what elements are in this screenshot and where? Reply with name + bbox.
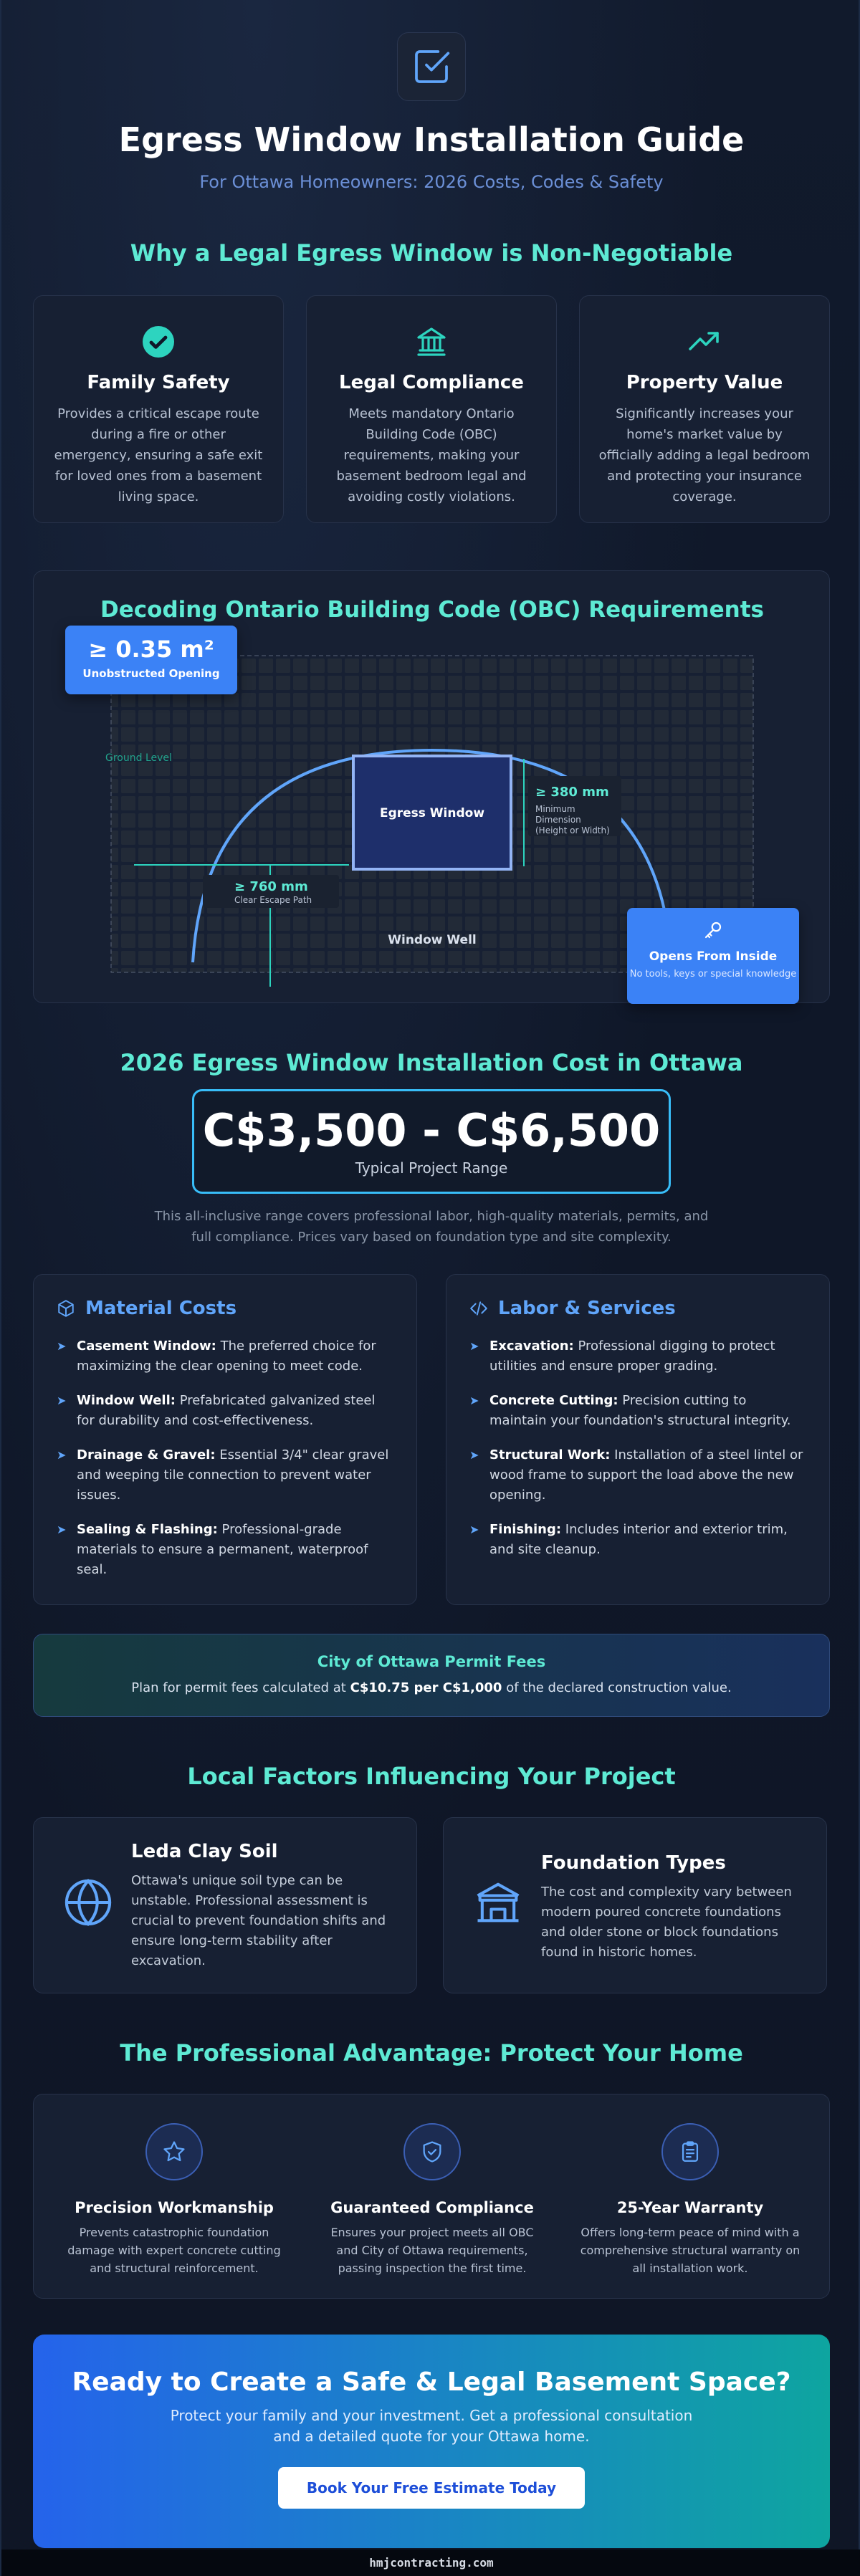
- egress-window-label: Egress Window: [379, 806, 485, 820]
- shield-check-icon: [403, 2123, 461, 2180]
- local-section-title: Local Factors Influencing Your Project: [187, 1763, 676, 1790]
- labor-services-card: [446, 1274, 830, 1605]
- key-icon: [627, 919, 799, 944]
- escape-path-value: ≥ 760 mm: [234, 879, 308, 894]
- pro-item-text: Offers long-term peace of mind with a comprehensive structural warranty on all installation work.: [580, 2226, 801, 2275]
- guaranteed-compliance-item: [310, 2123, 554, 2277]
- foundation-types-card: [443, 1817, 827, 1993]
- opening-area-value: ≥ 0.35 m²: [88, 636, 214, 663]
- material-costs-card: [33, 1274, 417, 1605]
- labor-services-title: Labor & Services: [498, 1298, 676, 1319]
- cube-icon: [57, 1299, 75, 1318]
- material-costs-title: Material Costs: [85, 1298, 237, 1319]
- list-item: ➤ Excavation: Professional digging to protect utilities and ensure proper grading.: [469, 1339, 775, 1374]
- pro-item-title: Guaranteed Compliance: [330, 2199, 534, 2216]
- card-text: Ottawa's unique soil type can be unstable. Professional assessment is crucial to prevent foundation shifts and ensure long-term stability after excavation.: [131, 1873, 386, 1968]
- permit-fee-rate: C$10.75 per C$1,000: [350, 1680, 502, 1695]
- edit-checkbox-icon: [397, 32, 466, 101]
- cta-title: Ready to Create a Safe & Legal Basement Space?: [72, 2367, 791, 2397]
- list-item: ➤ Drainage & Gravel: Essential 3/4" clear gravel and weeping tile connection to prevent water issues.: [57, 1447, 389, 1503]
- permit-fees-banner: [33, 1634, 830, 1717]
- pro-section-title: The Professional Advantage: Protect Your Home: [120, 2039, 743, 2067]
- window-well-label: Window Well: [388, 933, 477, 947]
- list-item: ➤ Window Well: Prefabricated galvanized steel for durability and cost-effectiveness.: [57, 1393, 376, 1428]
- price-range: C$3,500 - C$6,500: [202, 1104, 661, 1157]
- dimension-label-line3: (Height or Width): [535, 825, 610, 835]
- card-title: Leda Clay Soil: [131, 1841, 278, 1862]
- family-safety-card: [33, 295, 284, 523]
- permit-fees-title: City of Ottawa Permit Fees: [317, 1653, 546, 1670]
- book-estimate-button[interactable]: Book Your Free Estimate Today: [278, 2467, 585, 2509]
- list-item: ➤ Concrete Cutting: Precision cutting to maintain your foundation's structural integrity.: [469, 1393, 791, 1428]
- property-value-card: [579, 295, 830, 523]
- card-text: The cost and complexity vary between modern poured concrete foundations and older stone or block foundations found in historic homes.: [541, 1885, 792, 1960]
- dimension-value: ≥ 380 mm: [535, 785, 609, 800]
- pro-item-title: Precision Workmanship: [75, 2199, 274, 2216]
- dimension-label-line1: Minimum: [535, 804, 575, 814]
- card-text: Provides a critical escape route during a fire or other emergency, ensuring a safe exit for loved ones from a basement living space.: [54, 406, 263, 504]
- warranty-item: [568, 2123, 812, 2277]
- why-section-title: Why a Legal Egress Window is Non-Negotiable: [130, 239, 733, 267]
- permit-fees-text: Plan for permit fees calculated at C$10.75 per C$1,000 of the declared construction value.: [131, 1680, 732, 1695]
- list-item: ➤ Finishing: Includes interior and exterior trim, and site cleanup.: [469, 1522, 788, 1557]
- card-title: Property Value: [626, 372, 783, 393]
- pro-item-text: Prevents catastrophic foundation damage with expert concrete cutting and structural reinforcement.: [67, 2226, 281, 2275]
- clipboard-icon: [661, 2123, 719, 2180]
- code-icon: [469, 1299, 488, 1318]
- legal-compliance-card: [306, 295, 557, 523]
- list-item: ➤ Casement Window: The preferred choice for maximizing the clear opening to meet code.: [57, 1339, 376, 1374]
- card-text: Significantly increases your home's market value by officially adding a legal bedroom and protecting your insurance coverage.: [598, 406, 811, 504]
- page-title: Egress Window Installation Guide: [118, 120, 745, 159]
- price-range-box: [192, 1089, 671, 1194]
- cost-section-title: 2026 Egress Window Installation Cost in Ottawa: [120, 1049, 743, 1076]
- pro-item-title: 25-Year Warranty: [616, 2199, 764, 2216]
- check-circle-icon: [52, 323, 264, 360]
- pro-advantage-card: [33, 2094, 830, 2299]
- opens-from-inside-text: No tools, keys or special knowledge: [629, 969, 797, 980]
- globe-icon: [61, 1875, 115, 1933]
- building-icon: [471, 1875, 525, 1933]
- card-title: Foundation Types: [541, 1852, 726, 1874]
- card-title: Legal Compliance: [339, 372, 524, 393]
- opens-from-inside-badge: [627, 908, 799, 1004]
- leda-clay-card: [33, 1817, 417, 1993]
- price-note: This all-inclusive range covers professional labor, high-quality materials, permits, and full compliance. Prices vary based on foundation type and site complexity.: [154, 1209, 709, 1245]
- ground-level-label: Ground Level: [105, 752, 172, 764]
- list-item: ➤ Sealing & Flashing: Professional-grade materials to ensure a permanent, waterproof seal.: [57, 1522, 368, 1577]
- dimension-label-line2: Dimension: [535, 815, 581, 825]
- footer-site-link[interactable]: hmjcontracting.com: [1, 2549, 860, 2576]
- opening-area-badge: [65, 626, 237, 694]
- list-item: ➤ Structural Work: Installation of a steel lintel or wood frame to support the load above the new opening.: [469, 1447, 803, 1503]
- page-subtitle: For Ottawa Homeowners: 2026 Costs, Codes & Safety: [199, 172, 664, 192]
- obc-diagram-card: [33, 570, 830, 1003]
- precision-workmanship-item: [52, 2123, 296, 2277]
- escape-path-label: Clear Escape Path: [234, 895, 312, 905]
- opening-area-label: Unobstructed Opening: [82, 667, 220, 680]
- trending-up-icon: [598, 323, 811, 360]
- pro-item-text: Ensures your project meets all OBC and City of Ottawa requirements, passing inspection the first time.: [330, 2226, 534, 2275]
- cta-text: Protect your family and your investment. Get a professional consultation and a detailed quote for your Ottawa home.: [170, 2407, 693, 2445]
- bank-building-icon: [325, 323, 538, 360]
- cta-banner: [33, 2335, 830, 2548]
- star-icon: [145, 2123, 203, 2180]
- card-title: Family Safety: [87, 372, 230, 393]
- price-range-caption: Typical Project Range: [355, 1159, 508, 1177]
- obc-title: Decoding Ontario Building Code (OBC) Requirements: [100, 597, 764, 623]
- card-text: Meets mandatory Ontario Building Code (OBC) requirements, making your basement bedroom legal and avoiding costly violations.: [336, 406, 527, 504]
- opens-from-inside-title: Opens From Inside: [649, 949, 778, 964]
